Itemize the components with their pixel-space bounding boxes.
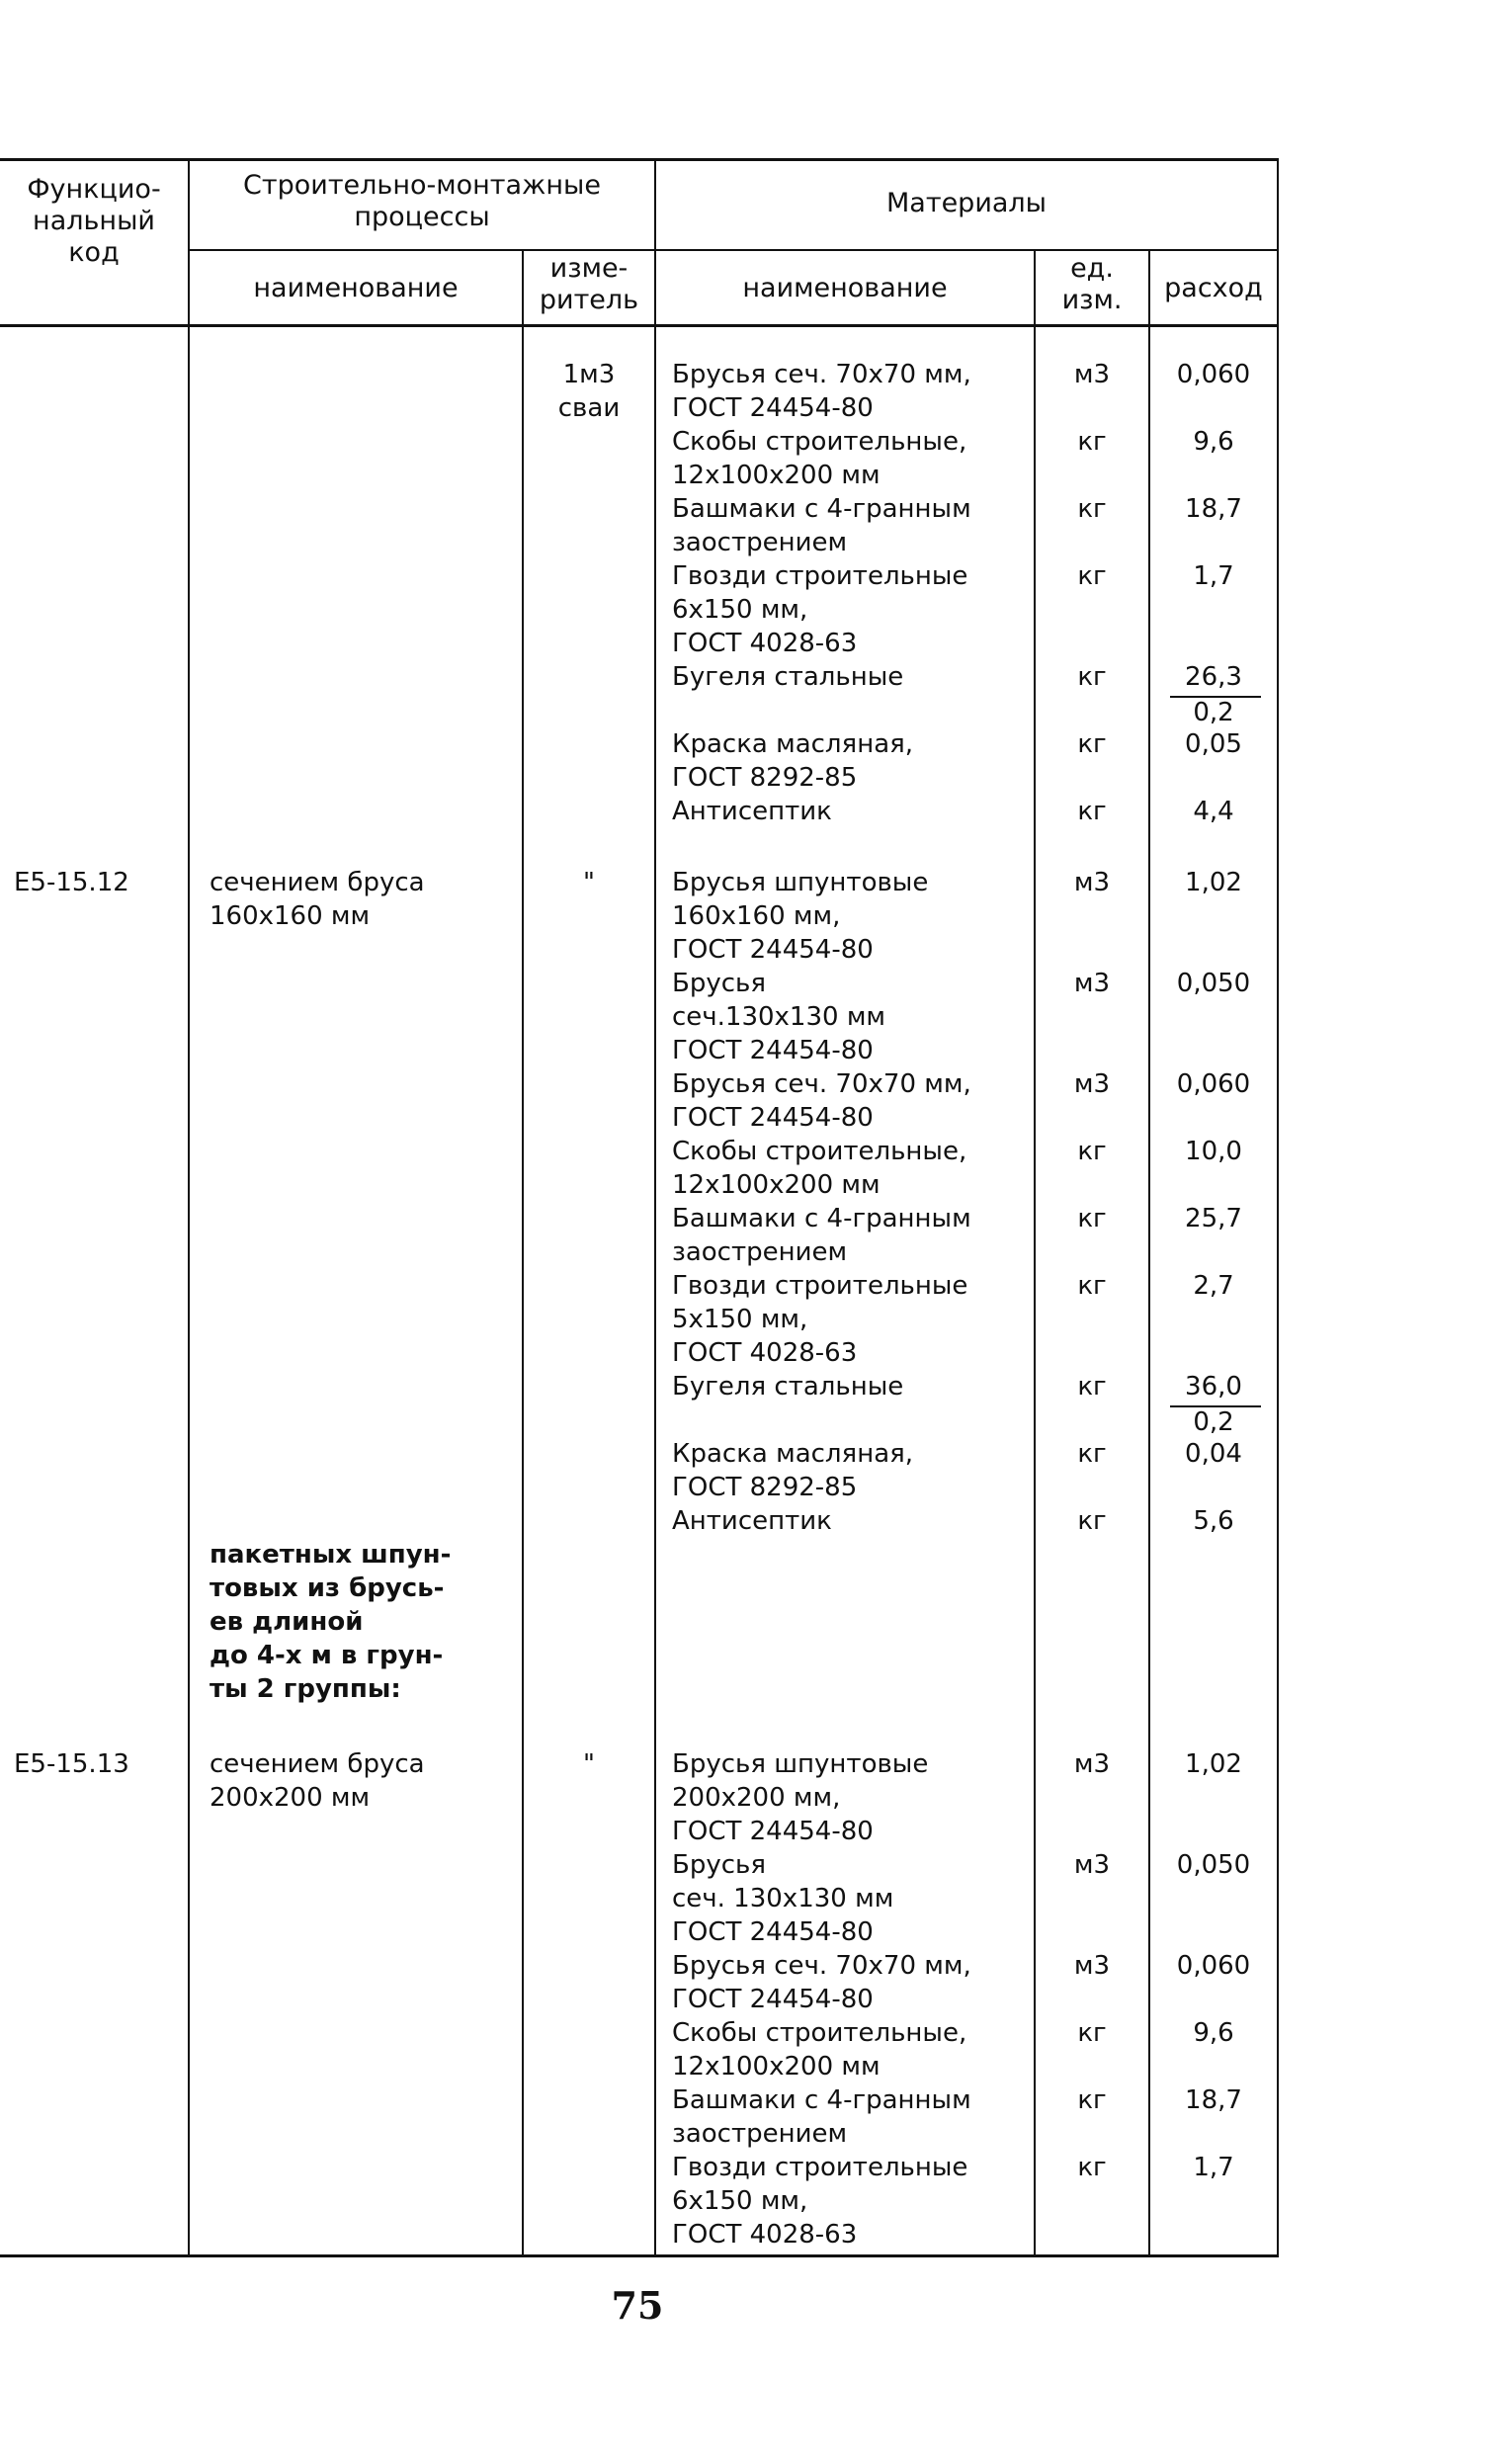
header-inner-rule	[188, 249, 1279, 251]
column-divider-2	[522, 249, 524, 2257]
material-consumption: 1,02	[1185, 868, 1242, 897]
header-consumption: расход	[1164, 273, 1263, 303]
material-unit: м3	[1073, 360, 1111, 389]
column-divider-3	[654, 158, 656, 2257]
material-name: Антисептик	[672, 1506, 832, 1536]
material-name: Бугеля стальные	[672, 662, 904, 692]
material-consumption: 1,02	[1185, 1749, 1242, 1779]
material-name: Гвозди строительные 6х150 мм, ГОСТ 4028-63	[672, 561, 968, 658]
material-consumption: 0,060	[1176, 1069, 1251, 1099]
material-unit: кг	[1077, 494, 1107, 524]
material-name: Скобы строительные, 12х100х200 мм	[672, 1137, 967, 1200]
material-consumption: 0,050	[1176, 969, 1251, 998]
material-unit: кг	[1077, 1372, 1107, 1402]
material-name: Брусья сеч. 70х70 мм, ГОСТ 24454-80	[672, 1951, 971, 2014]
material-name: Краска масляная, ГОСТ 8292-85	[672, 729, 914, 793]
column-divider-1	[188, 158, 190, 2257]
material-consumption: 4,4	[1193, 797, 1234, 826]
material-unit: кг	[1077, 1506, 1107, 1536]
material-unit: кг	[1077, 1137, 1107, 1166]
header-materials: Материалы	[886, 188, 1047, 218]
material-consumption: 1,7	[1193, 2153, 1234, 2182]
process-meter: 1м3 сваи	[557, 360, 621, 423]
header-code: Функцио- нальный код	[27, 174, 161, 268]
material-unit: м3	[1073, 1069, 1111, 1099]
material-unit: м3	[1073, 868, 1111, 897]
material-name: Башмаки с 4-гранным заострением	[672, 494, 971, 557]
material-unit: м3	[1073, 1749, 1111, 1779]
material-name: Башмаки с 4-гранным заострением	[672, 1204, 971, 1267]
material-consumption: 26,3	[1185, 662, 1242, 692]
material-name: Брусья сеч. 70х70 мм, ГОСТ 24454-80	[672, 360, 971, 423]
material-unit: кг	[1077, 729, 1107, 759]
material-name: Антисептик	[672, 797, 832, 826]
material-unit: м3	[1073, 969, 1111, 998]
header-material-name: наименование	[742, 273, 948, 303]
material-name: Брусья сеч.130х130 мм ГОСТ 24454-80	[672, 969, 886, 1065]
material-name: Скобы строительные, 12х100х200 мм	[672, 2018, 967, 2082]
material-unit: кг	[1077, 427, 1107, 457]
material-consumption: 10,0	[1185, 1137, 1242, 1166]
material-unit: кг	[1077, 2153, 1107, 2182]
material-unit: м3	[1073, 1850, 1111, 1880]
header-processes: Строительно-монтажные процессы	[243, 170, 601, 232]
material-consumption: 18,7	[1185, 494, 1242, 524]
material-consumption: 0,050	[1176, 1850, 1251, 1880]
material-consumption: 0,05	[1185, 729, 1242, 759]
material-name: Скобы строительные, 12х100х200 мм	[672, 427, 967, 490]
material-name: Башмаки с 4-гранным заострением	[672, 2085, 971, 2149]
material-consumption: 0,04	[1185, 1439, 1242, 1469]
material-name: Брусья шпунтовые 200х200 мм, ГОСТ 24454-80	[672, 1749, 929, 1846]
material-consumption: 9,6	[1193, 2018, 1234, 2048]
header-meter: изме- ритель	[539, 253, 639, 315]
table-top-border	[0, 158, 1279, 161]
material-name: Гвозди строительные 6х150 мм, ГОСТ 4028-63	[672, 2153, 968, 2250]
material-unit: кг	[1077, 1204, 1107, 1233]
material-consumption-denominator: 0,2	[1193, 698, 1234, 727]
material-name: Краска масляная, ГОСТ 8292-85	[672, 1439, 914, 1502]
functional-code: Е5-15.12	[14, 868, 129, 897]
material-consumption: 2,7	[1193, 1271, 1234, 1301]
header-unit: ед. изм.	[1061, 253, 1123, 315]
material-unit: кг	[1077, 797, 1107, 826]
material-unit: кг	[1077, 561, 1107, 591]
material-name: Бугеля стальные	[672, 1372, 904, 1402]
process-name: пакетных шпун- товых из брусь- ев длиной до 4-х м в грун- ты 2 группы:	[210, 1540, 452, 1704]
material-consumption: 9,6	[1193, 427, 1234, 457]
material-unit: кг	[1077, 1271, 1107, 1301]
process-meter: "	[583, 868, 595, 897]
material-unit: м3	[1073, 1951, 1111, 1981]
material-unit: кг	[1077, 662, 1107, 692]
material-consumption: 1,7	[1193, 561, 1234, 591]
material-consumption: 0,060	[1176, 1951, 1251, 1981]
functional-code: Е5-15.13	[14, 1749, 129, 1779]
material-consumption-denominator: 0,2	[1193, 1407, 1234, 1437]
header-process-name: наименование	[253, 273, 459, 303]
material-consumption: 18,7	[1185, 2085, 1242, 2115]
material-name: Брусья шпунтовые 160х160 мм, ГОСТ 24454-80	[672, 868, 929, 965]
table-bottom-border	[0, 2254, 1279, 2257]
header-bottom-border	[0, 324, 1279, 327]
material-consumption: 5,6	[1193, 1506, 1234, 1536]
process-meter: "	[583, 1749, 595, 1779]
process-name: сечением бруса 200х200 мм	[210, 1749, 425, 1813]
material-unit: кг	[1077, 2018, 1107, 2048]
material-name: Гвозди строительные 5х150 мм, ГОСТ 4028-63	[672, 1271, 968, 1368]
process-name: сечением бруса 160х160 мм	[210, 868, 425, 931]
material-consumption: 25,7	[1185, 1204, 1242, 1233]
material-name: Брусья сеч. 70х70 мм, ГОСТ 24454-80	[672, 1069, 971, 1133]
material-consumption: 0,060	[1176, 360, 1251, 389]
material-unit: кг	[1077, 2085, 1107, 2115]
page-number: 75	[611, 2283, 664, 2328]
material-unit: кг	[1077, 1439, 1107, 1469]
table-right-border	[1277, 158, 1279, 2257]
material-name: Брусья сеч. 130х130 мм ГОСТ 24454-80	[672, 1850, 894, 1947]
material-consumption: 36,0	[1185, 1372, 1242, 1402]
